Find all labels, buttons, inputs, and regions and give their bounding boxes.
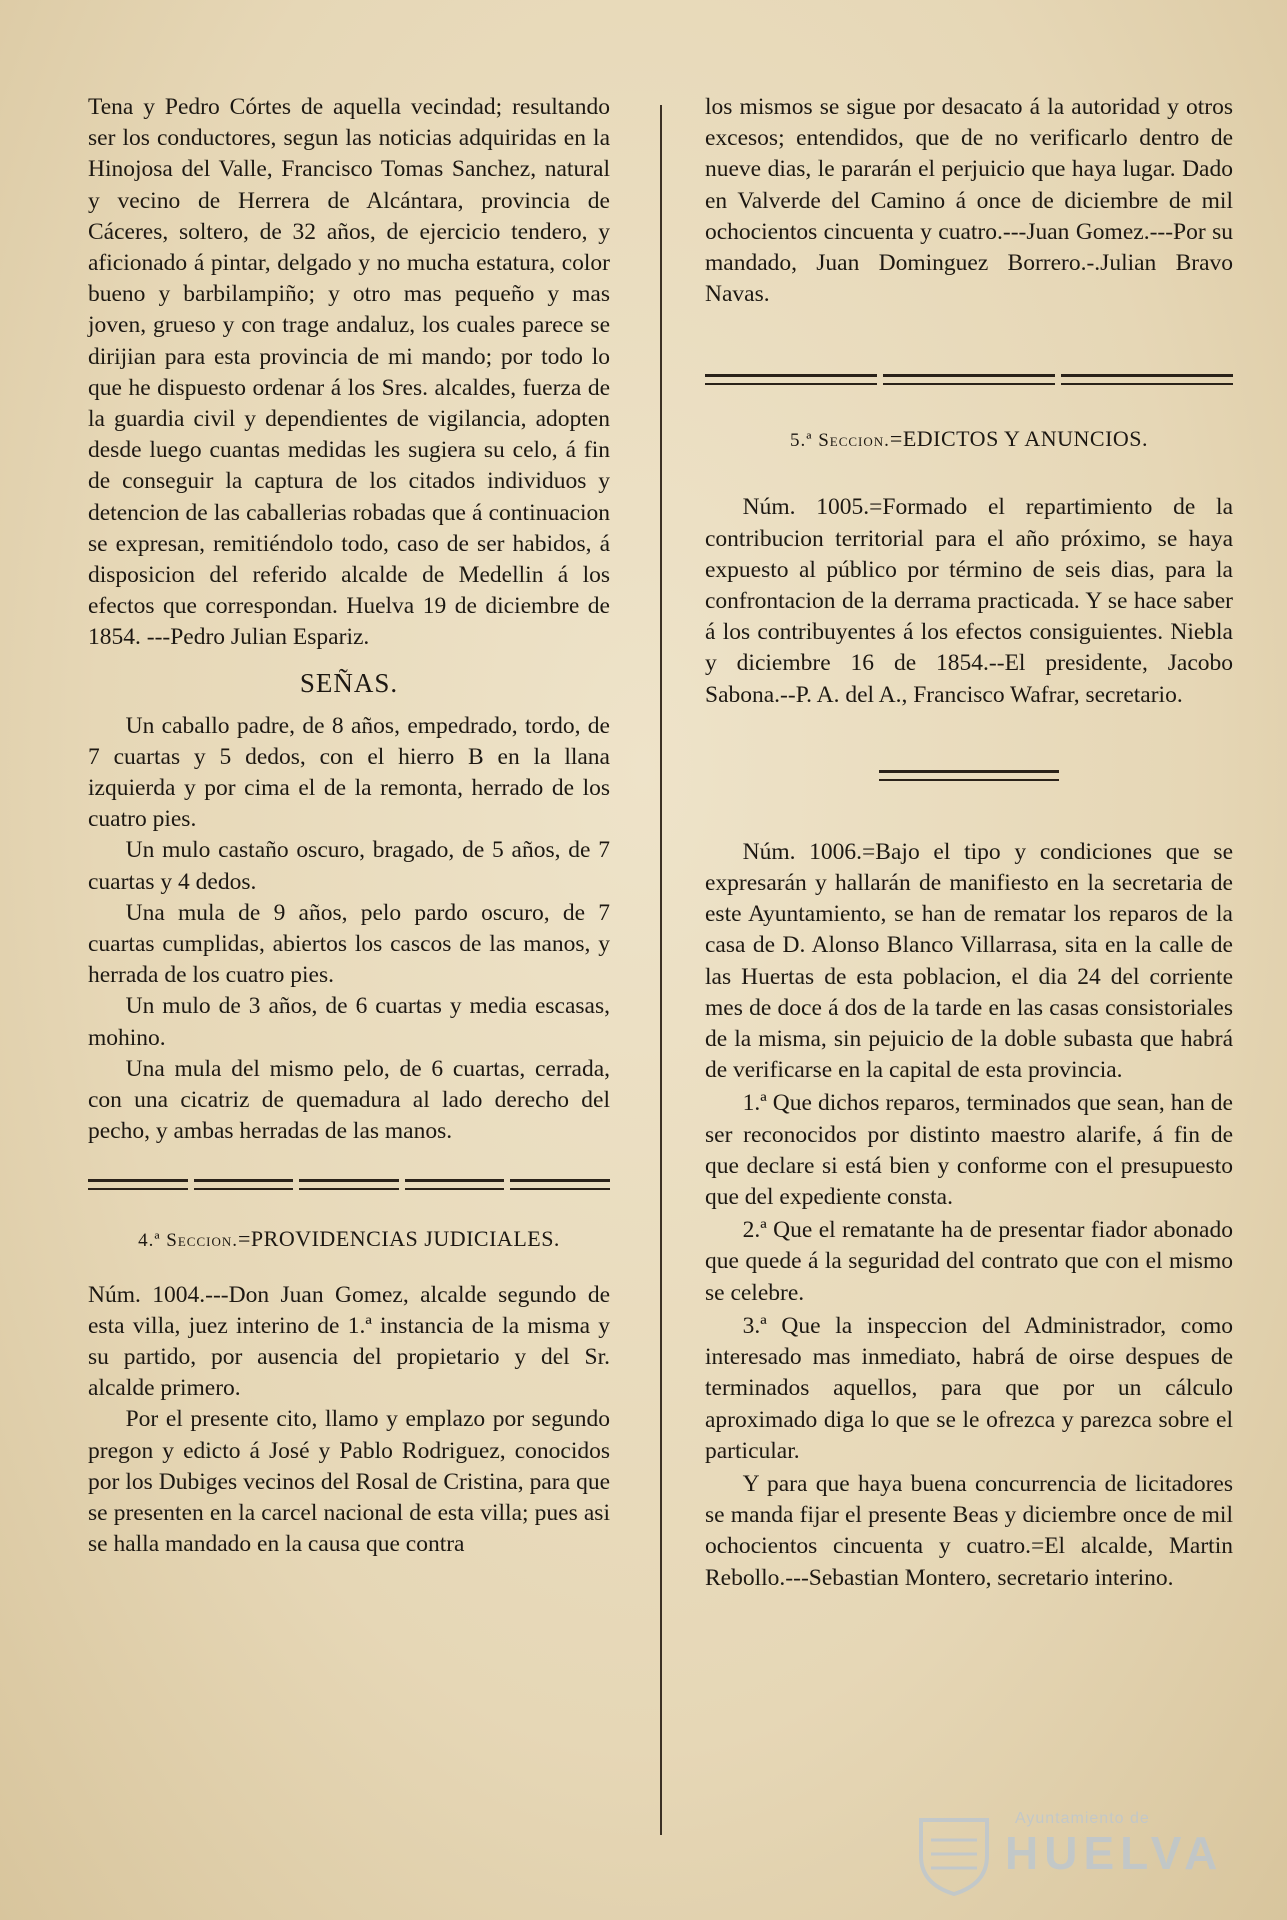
section-divider	[705, 372, 1233, 386]
city-shield-icon	[911, 1810, 997, 1896]
condition-3: 3.ª Que la inspeccion del Administrador, como interesado mas inmediato, habrá de oirse despues de terminados aquellos, para que por un cálculo aproximado diga lo que se le ofrezca y parezca sobre el particular.	[705, 1312, 1233, 1464]
notice-divider	[879, 769, 1059, 783]
closing-paragraph: Y para que haya buena concurrencia de licitadores se manda fijar el presente Beas y diciembre once de mil ochocientos cincuenta y cuatro.=El alcalde, Martin Rebollo.---Sebastian Montero, secretario interino.	[705, 1470, 1233, 1591]
senas-item: Un mulo de 3 años, de 6 cuartas y media escasas, mohino.	[88, 993, 610, 1051]
section-4-name: =PROVIDENCIAS JUDICIALES.	[238, 1225, 560, 1251]
senas-heading: SEÑAS.	[299, 667, 399, 698]
section-divider	[88, 1178, 610, 1192]
archive-watermark	[905, 1810, 1224, 1900]
right-column	[705, 92, 1233, 1594]
senas-item: Una mula de 9 años, pelo pardo oscuro, de 7 cuartas cumplidas, abiertos los cascos de las manos, y herrada de los cuatro pies.	[88, 899, 610, 989]
article-paragraph: Tena y Pedro Córtes de aquella vecindad; resultando ser los conductores, segun las noticias adquiridas en la Hinojosa del Valle, Francisco Tomas Sanchez, natural y vecino de Herrera de Alcántara, provincia de Cáceres, soltero, de 32 años, de ejercicio tendero, y aficionado á pintar, delgado y no mucha estatura, color bueno y barbilampiño; y otro mas pequeño y mas joven, grueso y con trage andaluz, los cuales parece se dirijian para esta provincia de mi mando; por todo lo que he dispuesto ordenar á los Sres. alcaldes, fuerza de la guardia civil y dependientes de vigilancia, adopten desde luego cuantas medidas les sugiera su celo, á fin de conseguir la captura de los citados individuos y detencion de las caballerias robadas que á continuacion se expresan, remitiéndolo todo, caso de ser habidos, á disposicion del referido alcalde de Medellin á los efectos que correspondan. Huelva 19 de diciembre de 1854. ---Pedro Julian Espariz.	[88, 94, 610, 651]
section-4-title	[88, 1226, 610, 1252]
condition-2: 2.ª Que el rematante ha de presentar fiador abonado que quede á la seguridad del contrato que con el mismo se celebre.	[705, 1217, 1233, 1306]
notice-1004: Núm. 1004.---Don Juan Gomez, alcalde segundo de esta villa, juez interino de 1.ª instancia de la misma y su partido, por ausencia del propietario y del Sr. alcalde primero.	[88, 1281, 610, 1402]
section-4-lead: 4.ª Seccion.	[138, 1229, 239, 1251]
notice-1004-body: Por el presente cito, llamo y emplazo por segundo pregon y edicto á José y Pablo Rodriguez, conocidos por los Dubiges vecinos del Rosal de Cristina, para que se presenten en la carcel nacional de esta villa; pues asi se halla mandado en la causa que contra	[88, 1406, 610, 1558]
section-5-title	[705, 426, 1233, 452]
left-column	[88, 92, 610, 1560]
notice-1006: Núm. 1006.=Bajo el tipo y condiciones que se expresarán y hallarán de manifiesto en la secretaria de este Ayuntamiento, se han de rematar los reparos de la casa de D. Alonso Blanco Villarrasa, sita en la calle de las Huertas de esta poblacion, el dia 24 del corriente mes de doce á dos de la tarde en las casas consistoriales de la misma, sin pejuicio de la doble subasta que habrá de verificarse en la capital de esta provincia.	[705, 838, 1233, 1084]
notice-1005: Núm. 1005.=Formado el repartimiento de la contribucion territorial para el año próximo, se haya expuesto al público por término de seis dias, para la confrontacion de la derrama practicada. Y se hace saber á los contribuyentes á los efectos consiguientes. Niebla y diciembre 16 de 1854.--El presidente, Jacobo Sabona.--P. A. del A., Francisco Wafrar, secretario.	[705, 494, 1233, 708]
senas-item: Un mulo castaño oscuro, bragado, de 5 años, de 7 cuartas y 4 dedos.	[88, 837, 610, 895]
watermark-line1: Ayuntamiento de	[1015, 1810, 1150, 1827]
watermark-line2: HUELVA	[1005, 1827, 1224, 1879]
column-divider	[660, 105, 662, 1835]
condition-1: 1.ª Que dichos reparos, terminados que sean, han de ser reconocidos por distinto maestro alarife, á fin de que declare si está bien y conforme con el presupuesto que del expediente consta.	[705, 1090, 1233, 1211]
article-continuation: los mismos se sigue por desacato á la autoridad y otros excesos; entendidos, que de no verificarlo dentro de nueve dias, le pararán el perjuicio que haya lugar. Dado en Valverde del Camino á once de diciembre de mil ochocientos cincuenta y cuatro.---Juan Gomez.---Por su mandado, Juan Dominguez Borrero.-.Julian Bravo Navas.	[705, 94, 1233, 308]
section-5-lead: 5.ª Seccion.	[789, 430, 890, 452]
senas-item: Un caballo padre, de 8 años, empedrado, tordo, de 7 cuartas y 5 dedos, con el hierro B en la llana izquierda y por cima el de la remonta, herrado de los cuatro pies.	[88, 712, 610, 833]
senas-item: Una mula del mismo pelo, de 6 cuartas, cerrada, con una cicatriz de quemadura al lado derecho del pecho, y ambas herradas de las manos.	[88, 1055, 610, 1145]
section-5-name: =EDICTOS Y ANUNCIOS.	[889, 426, 1149, 452]
